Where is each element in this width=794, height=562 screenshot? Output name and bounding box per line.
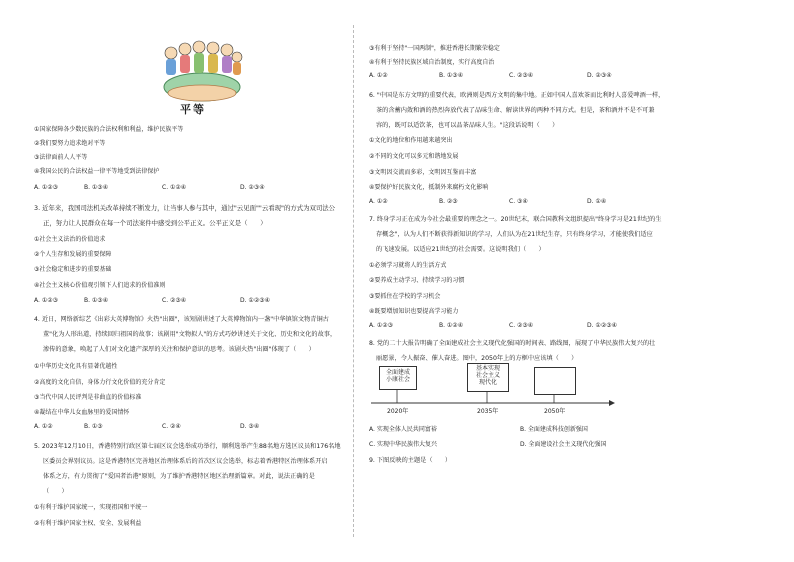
timeline-year: 2020年 — [387, 408, 409, 415]
choice-b[interactable]: B. ①③ — [84, 423, 103, 430]
question-7-text: 7. 终身学习正在成为今社会最重要的理念之一。20世纪末，联合国教科文组织提出"终身学习是21世纪的生 — [369, 216, 662, 223]
choice-row — [34, 184, 265, 191]
choice-row — [34, 297, 270, 304]
choice-row — [369, 72, 612, 79]
choice-a[interactable]: A. ①②③ — [369, 322, 393, 329]
question-7-text: 存概念"，认为人们不断获得新知识的学习，人们认为在21世纪生存，只有终身学习，才能使我们适应 — [376, 231, 653, 238]
choice-a[interactable]: A. ①②③ — [34, 184, 58, 191]
option-line: ④既要增加知识也要提高学习能力 — [369, 308, 459, 315]
timeline-box-line: 全面建成 — [385, 369, 410, 376]
timeline-year: 2050年 — [544, 408, 566, 415]
choice-c[interactable]: C. ③④ — [509, 198, 528, 205]
option-line: ④我国公民的合法权益一律平等地受到法律保护 — [34, 168, 160, 175]
timeline-box-line: 小康社会 — [385, 376, 410, 384]
choice-c[interactable]: C. ②④ — [162, 423, 181, 430]
choice-a[interactable]: A. ①② — [369, 198, 388, 205]
column-divider — [353, 25, 354, 537]
choice-c[interactable]: C. ②③④ — [509, 72, 534, 79]
equality-illustration — [157, 37, 247, 111]
option-line: ①中华历史文化具有显著优越性 — [34, 363, 118, 370]
question-4-text: 渗传的意象，唤起了人们对文化遗产深厚的关注和保护意识的思考。该剧火热"出圈"体现了（ ） — [43, 346, 315, 353]
timeline-box-line: 现代化 — [478, 379, 497, 387]
choice-b[interactable]: B. 全面建成科技创新强国 — [520, 426, 588, 433]
question-8-text: 8. 党的二十大报告明确了全面建成社会主义现代化强国的时间表、路线图，展现了中华民族伟大复兴的壮 — [369, 340, 656, 347]
timeline-box-line: 基本实现 — [475, 365, 500, 372]
question-7-text: 的飞速发展。以适应21世纪的社会需要。这说明我们（ ） — [376, 246, 545, 253]
timeline-figure — [369, 363, 619, 418]
question-9-text: 9. 下图反映的主题是（ ） — [369, 457, 452, 464]
choice-c[interactable]: C. ②③④ — [509, 322, 534, 329]
choice-b[interactable]: B. ①③④ — [439, 72, 464, 79]
choice-d[interactable]: D. ①②③④ — [240, 297, 270, 304]
choice-b[interactable]: B. ②③ — [439, 198, 458, 205]
option-line: ③社会稳定和进步的重要基础 — [34, 266, 112, 273]
choice-a[interactable]: A. ①② — [369, 72, 388, 79]
question-6-text: 茶的含蓄内敛和酒的热烈奔放代表了品味生命、解读世界的两种不同方式。但是，茶和酒并不是不可兼 — [376, 107, 655, 114]
timeline-year: 2035年 — [477, 408, 499, 415]
option-line: ②有利于维护国家主权、安全、发展利益 — [34, 520, 142, 527]
option-line: ③文明因交流而多彩，文明因互鉴而丰富 — [369, 169, 477, 176]
option-line: ②不同的文化可以多元和谐地发展 — [369, 153, 459, 160]
choice-c[interactable]: C. ②③④ — [162, 297, 187, 304]
question-4-text: 4. 近日，网络新综艺《出彩大英博物馆》火热"出圈"，该短剧讲述了大英博物馆内一盏"中华镇馆文物青铜古 — [34, 316, 329, 323]
question-5-text: （ ） — [43, 488, 68, 495]
question-6-text: 容的，既可以适饮茶，也可以品茶品味人生。"这段话说明（ ） — [376, 122, 559, 129]
choice-c[interactable]: C. ①②④ — [162, 184, 187, 191]
option-line: ①有利于维护国家统一，实现祖国和平统一 — [34, 504, 148, 511]
option-line: ③有利于坚持"一国两制"，推进香港长期繁荣稳定 — [369, 45, 500, 52]
option-line: ③要抓住在学校的学习机会 — [369, 293, 441, 300]
choice-a[interactable]: A. ①② — [34, 423, 53, 430]
option-line: ②我们要努力追求绝对平等 — [34, 140, 106, 147]
timeline-box-line: 社会主义 — [475, 372, 500, 380]
option-line: ①社会主义法治的价值追求 — [34, 236, 106, 243]
option-line: ①必须学习就将人的生活方式 — [369, 262, 447, 269]
choice-row — [34, 423, 259, 430]
question-5-text: 区委员会界别议员。这是香港特区完善地区治理体系后的首次区议会选举，标志着香港特区治理体系开启 — [43, 458, 328, 465]
option-line: ④凝结在中华儿女血脉里的爱国情怀 — [34, 409, 130, 416]
choice-b[interactable]: B. ①③④ — [84, 297, 109, 304]
option-line: ①文化的地位和作用越来越突出 — [369, 137, 453, 144]
choice-d[interactable]: D. 全面建设社会主义现代化强国 — [520, 441, 607, 448]
question-4-text: 董"化为人形出道，持续回归祖国的故事；该剧用"文物拟人"的方式巧妙讲述关于文化、历史和文化的故事， — [43, 331, 337, 338]
question-5-text: 体系之方，有力贯彻了"爱国者治港"原则，为了维护香港特区地区治理新篇章。对此，说法正确的是 — [43, 473, 315, 480]
choice-d[interactable]: D. ②③④ — [587, 72, 612, 79]
choice-d[interactable]: D. ③④ — [240, 423, 260, 430]
choice-d[interactable]: D. ①④ — [587, 198, 607, 205]
option-line: ③当代中国人民评判是非曲直的价值标准 — [34, 394, 142, 401]
choice-row — [369, 198, 606, 205]
question-6-text: 6. "中国是东方文明的重要代表，欧洲则是西方文明的集中地。正如中国人喜欢茶而比利时人喜爱啤酒一样， — [369, 92, 665, 99]
choice-row — [369, 322, 617, 329]
option-line: ②个人生存和发展的重要保障 — [34, 251, 112, 258]
question-3-text: 正，努力让人民群众在每一个司法案件中感受到公平正义。公平正义是（ ） — [43, 219, 267, 227]
choice-b[interactable]: B. ①③④ — [84, 184, 109, 191]
option-line: ④有利于坚持民族区域自治制度，实行高度自治 — [369, 59, 495, 66]
question-8-text: 丽愿景，令人振奋、催人奋进。图中，2050年上的方框中应该填（ ） — [376, 355, 578, 362]
question-3-text: 3. 近年来，我国司法机关改革持续不断发力，让当事人参与其中，通过"云见面""云看现"的方式为双司法公 — [34, 204, 336, 212]
option-line: ②要养成主动学习、持续学习的习惯 — [369, 277, 465, 284]
choice-d[interactable]: D. ①②③④ — [587, 322, 617, 329]
question-5-text: 5. 2023年12月10日，香港特别行政区第七届区议会选举成功举行，顺利选举产生88名地方选区议员和176名地 — [34, 443, 341, 450]
illustration-title: 平等 — [180, 103, 206, 116]
option-line: ④社会主义核心价值观引领下人们追求的价值准则 — [34, 282, 166, 289]
choice-a[interactable]: A. ①②③ — [34, 297, 58, 304]
option-line: ①国家保障各少数民族的合法权利和利益，维护民族平等 — [34, 126, 184, 133]
option-line: ③法律面前人人平等 — [34, 154, 88, 161]
option-line: ②高度的文化自信，身体力行文化价值的充分肯定 — [34, 379, 166, 386]
choice-c[interactable]: C. 实现中华民族伟大复兴 — [369, 441, 438, 448]
option-line: ④要保护好民族文化，抵制外来腐朽文化影响 — [369, 184, 489, 191]
choice-b[interactable]: B. ①②④ — [439, 322, 464, 329]
choice-d[interactable]: D. ②③④ — [240, 184, 265, 191]
choice-a[interactable]: A. 实现全体人民共同富裕 — [369, 426, 437, 433]
